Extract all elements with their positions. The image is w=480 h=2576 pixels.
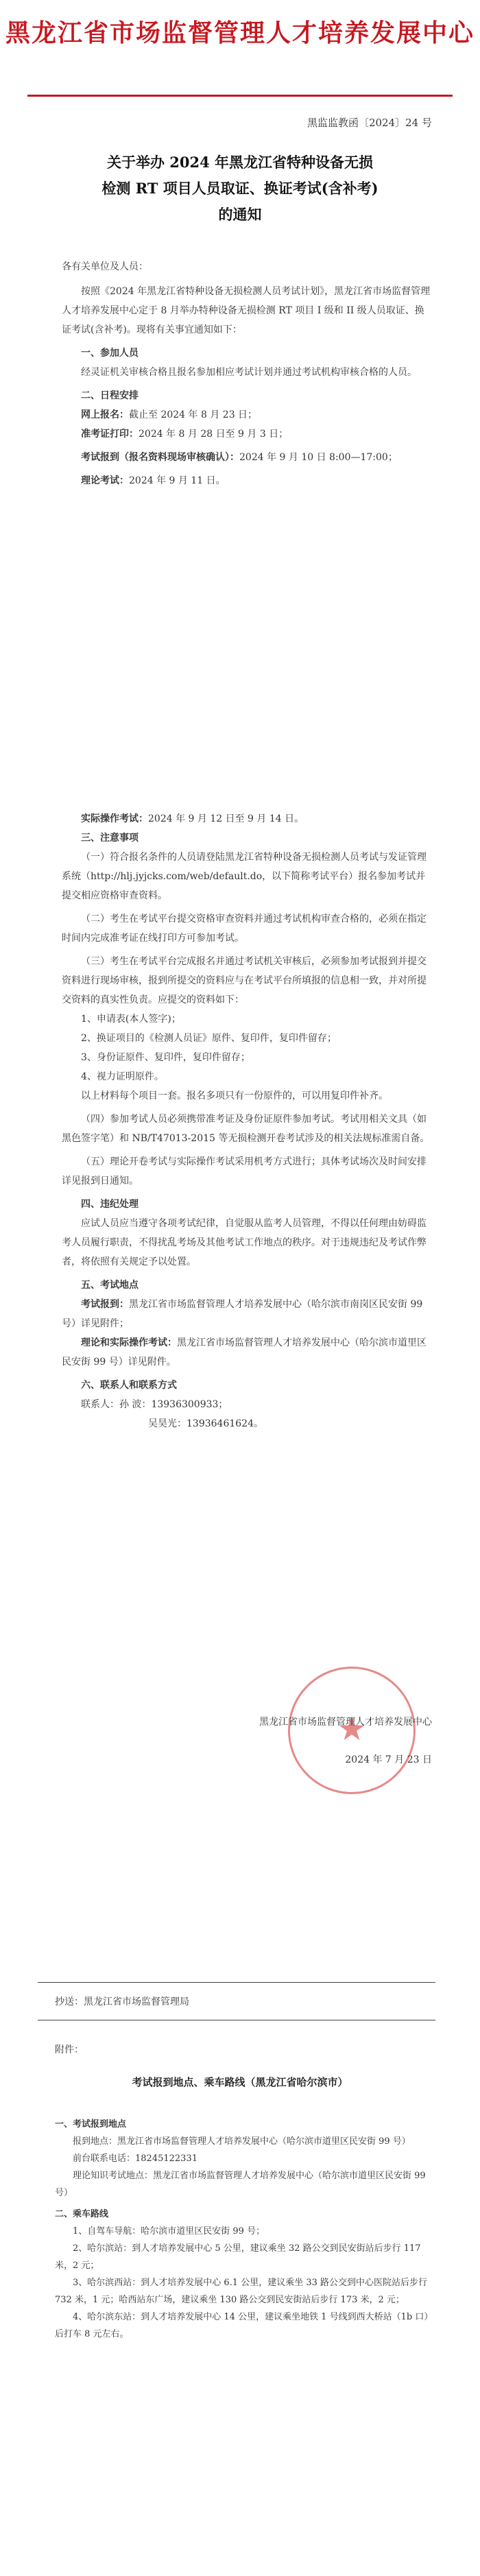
- annex-title: 考试报到地点、乘车路线（黑龙江省哈尔滨市）: [132, 2076, 348, 2088]
- schedule-label: 考试报到（报名资料现场审核确认）：: [81, 452, 239, 463]
- schedule-item: [62, 471, 432, 490]
- cc-line: 抄送：黑龙江省市场监督管理局: [55, 1996, 189, 2007]
- section-5-title: 五、考试地点: [81, 1280, 139, 1291]
- schedule-label: 实际操作考试：: [81, 813, 148, 824]
- note-4: （四）参加考试人员必须携带准考证及身份证原件参加考试。考试用相关文具（如黑色签字笔）和 NB/T47013-2015 等无损检测开卷考试涉及的相关法规标准需自备。: [62, 1114, 430, 1144]
- notice-body-part2: [62, 809, 432, 1433]
- title-line: 检测 RT 项目人员取证、换证考试(含补考): [101, 180, 379, 197]
- signature-org: 黑龙江省市场监督管理人才培养发展中心: [259, 1717, 432, 1728]
- location-label: 理论和实际操作考试：: [81, 1337, 177, 1348]
- route-item: 2、哈尔滨站：到人才培养发展中心 5 公里，建议乘坐 32 路公交到民安街站后步行 117 米，2 元；: [55, 2243, 421, 2271]
- route-item: 1、自驾车导航：哈尔滨市道里区民安街 99 号；: [73, 2226, 265, 2237]
- note-3-item: 2、换证项目的《检测人员证》原件、复印件，复印件留存；: [81, 1033, 337, 1044]
- intro-paragraph: 按照《2024 年黑龙江省特种设备无损检测人员考试计划》，黑龙江省市场监督管理人才培养发展中心定于 8 月举办特种设备无损检测 RT 项目 I 级和 II 级人员取证、换证考试(含补考)。现将有关事宜通知如下：: [62, 286, 431, 335]
- schedule-value: 2024 年 9 月 11 日。: [129, 475, 226, 486]
- location-value: 黑龙江省市场监督管理人才培养发展中心（哈尔滨市道里区民安街 99 号）详见附件。: [62, 1337, 427, 1368]
- note-3-item: 4、视力证明原件。: [81, 1071, 164, 1082]
- section-6-title: 六、联系人和联系方式: [81, 1380, 177, 1391]
- annex-body: [55, 2116, 432, 2343]
- seal-star-icon: ★: [337, 1710, 367, 1748]
- section-1-title: 一、参加人员: [81, 348, 139, 359]
- section-4-title: 四、违纪处理: [81, 1199, 139, 1210]
- schedule-item: [62, 448, 432, 467]
- schedule-label: 准考证打印：: [81, 429, 139, 440]
- signature-date: 2024 年 7 月 23 日: [345, 1754, 432, 1765]
- note-3-end: 以上材料每个项目一套。报名多项只有一份原件的，可以用复印件补齐。: [81, 1090, 388, 1101]
- schedule-item: [62, 809, 432, 828]
- section-2-title: 二、日程安排: [81, 390, 139, 401]
- note-5: （五）理论开卷考试与实际操作考试采用机考方式进行；具体考试场次及时间安排详见报到日通知。: [62, 1156, 427, 1186]
- annex-label: 附件：: [55, 2044, 84, 2055]
- schedule-label: 理论考试：: [81, 475, 129, 486]
- notice-body-part1: [62, 257, 432, 490]
- page-1: [0, 0, 480, 737]
- note-2: （二）考生在考试平台提交资格审查资料并通过考试机构审查合格的，必须在指定时间内完成准考证在线打印方可参加考试。: [62, 914, 427, 944]
- section-4-text: 应试人员应当遵守各项考试纪律，自觉服从监考人员管理，不得以任何理由妨碍监考人员履行职责，不得扰乱考场及其他考试工作地点的秩序。对于违规违纪及考试作弊者，将依照有关规定予以处置。: [62, 1218, 427, 1267]
- location-item: [62, 1295, 432, 1333]
- location-item: [62, 1333, 432, 1372]
- note-3-item: 3、身份证原件、复印件，复印件留存；: [81, 1052, 250, 1063]
- section-3-title: 三、注意事项: [81, 833, 139, 844]
- annex-heading: 二、乘车路线: [55, 2209, 109, 2219]
- schedule-value: 2024 年 9 月 10 日 8:00—17:00；: [239, 452, 398, 463]
- section-1-text: 经灵证机关审核合格且报名参加相应考试计划并通过考试机构审核合格的人员。: [81, 367, 417, 378]
- schedule-value: 2024 年 8 月 28 日至 9 月 3 日；: [139, 429, 289, 440]
- contact-line: 联系人：孙 波：13936300933；: [81, 1399, 228, 1410]
- document-title: [41, 150, 439, 228]
- cc-divider-top: [38, 1982, 435, 1983]
- page-2: [0, 737, 480, 1828]
- contact-line: 吴昊光：13936461624。: [148, 1418, 263, 1429]
- title-line: 的通知: [218, 206, 262, 223]
- annex-paragraph: 报到地点：黑龙江省市场监督管理人才培养发展中心（哈尔滨市道里区民安街 99 号）: [73, 2136, 411, 2147]
- route-item: 4、哈尔滨东站：到人才培养发展中心 14 公里，建议乘坐地铁 1 号线到西大桥站（1b 口）后打车 8 元左右。: [55, 2312, 429, 2339]
- title-line: 关于举办 2024 年黑龙江省特种设备无损: [106, 154, 374, 171]
- note-1: （一）符合报名条件的人员请登陆黑龙江省特种设备无损检测人员考试与发证管理系统（http://hlj.jyjcks.com/web/default.do，以下简称考试平台）报名参加考试并提交相应资格审查资料。: [62, 852, 427, 901]
- route-item: 3、哈尔滨西站：到人才培养发展中心 6.1 公里，建议乘坐 33 路公交到中心医院站后步行 732 米，1 元；哈西站东广场，建议乘坐 130 路公交到民安街站后步行 173 米，2 元；: [55, 2278, 428, 2305]
- org-header: 黑龙江省市场监督管理人才培养发展中心: [5, 19, 475, 47]
- doc-number: 黑监监教函〔2024〕24 号: [307, 117, 432, 129]
- schedule-value: 2024 年 9 月 12 日至 9 月 14 日。: [148, 813, 304, 824]
- annex-paragraph: 理论知识考试地点：黑龙江省市场监督管理人才培养发展中心（哈尔滨市道里区民安街 99 号）: [55, 2171, 426, 2198]
- note-3-item: 1、申请表(本人签字)；: [81, 1014, 181, 1025]
- header-divider: [27, 95, 453, 97]
- official-seal: [288, 1667, 416, 1794]
- schedule-label: 网上报名：: [81, 409, 129, 420]
- schedule-value: 截止至 2024 年 8 月 23 日；: [129, 409, 258, 420]
- schedule-item: [62, 425, 432, 444]
- annex-heading: 一、考试报到地点: [55, 2119, 127, 2130]
- salutation: 各有关单位及人员：: [62, 261, 148, 272]
- schedule-item: [62, 405, 432, 425]
- note-3: （三）考生在考试平台完成报名并通过考试机关审核后，必须参加考试报到并提交资料进行现场审核，报到所提交的资料应与在考试平台所填报的信息相一致，并对所提交资料的真实性负责。应提交的资料如下：: [62, 956, 427, 1005]
- annex-paragraph: 前台联系电话：18245122331: [73, 2154, 197, 2164]
- location-value: 黑龙江省市场监督管理人才培养发展中心（哈尔滨市南岗区民安街 99 号）详见附件；: [62, 1299, 423, 1329]
- location-label: 考试报到：: [81, 1299, 129, 1310]
